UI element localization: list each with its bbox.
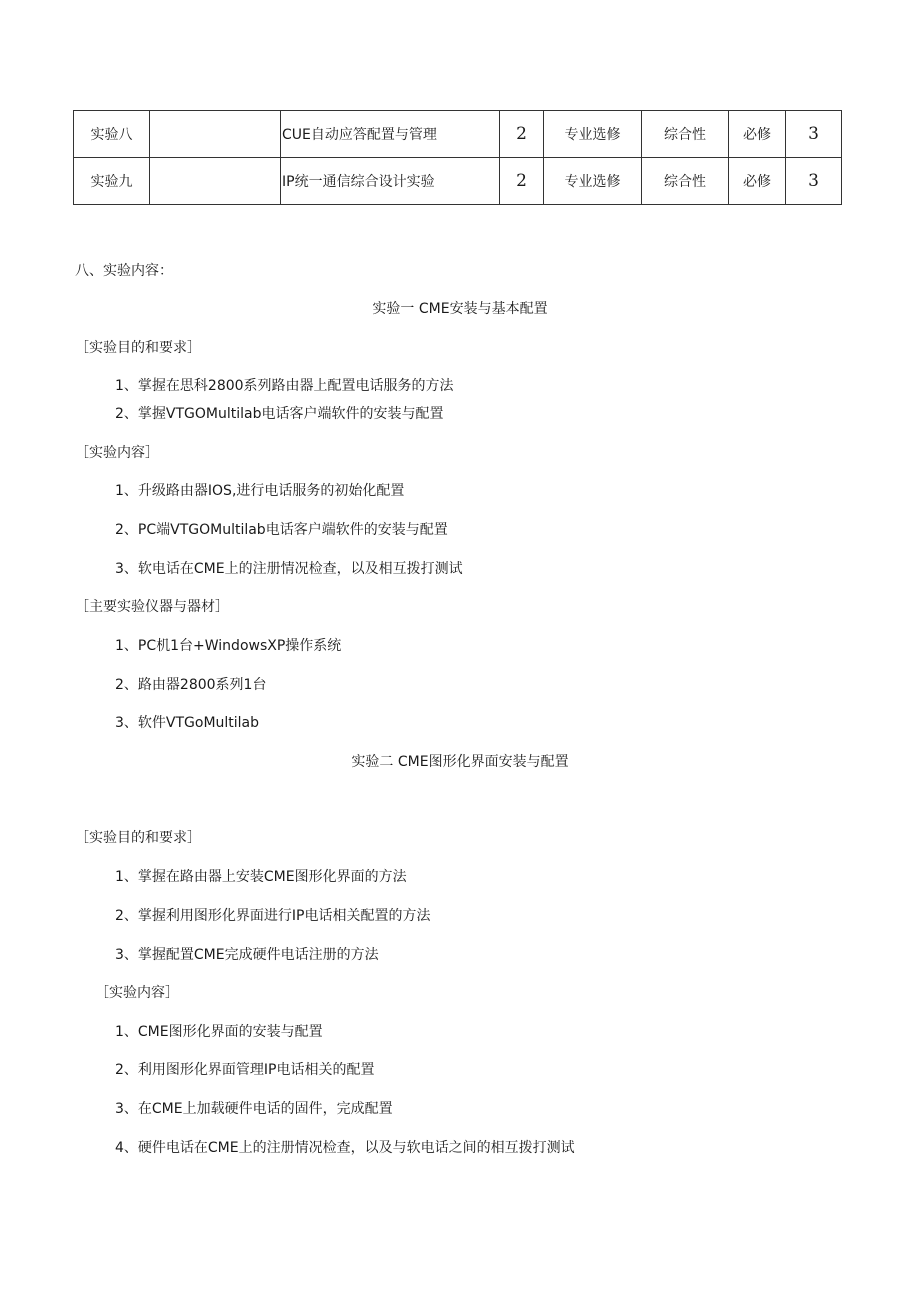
exp2-content-item: 3、在CME上加载硬件电话的固件，完成配置 [115,1101,393,1117]
experiment-id-cell: 实验八 [74,111,150,158]
experiment-id-cell: 实验九 [74,158,150,205]
experiment-hours-cell: 2 [500,111,544,158]
experiment-category-cell: 专业选修 [544,111,642,158]
exp2-goal-item: 3、掌握配置CME完成硬件电话注册的方法 [115,947,379,963]
experiment-hours-cell: 2 [500,158,544,205]
experiment-required-cell: 必修 [729,158,786,205]
exp1-content-item: 3、软电话在CME上的注册情况检查，以及相互拨打测试 [115,561,463,577]
experiment-code-cell [150,158,281,205]
exp1-goal-heading: ［实验目的和要求］ [75,340,201,356]
experiment-category-cell: 专业选修 [544,158,642,205]
exp1-content-item: 1、升级路由器IOS,进行电话服务的初始化配置 [115,483,405,499]
exp2-content-item: 4、硬件电话在CME上的注册情况检查，以及与软电话之间的相互拨打测试 [115,1140,575,1156]
exp2-content-item: 2、利用图形化界面管理IP电话相关的配置 [115,1062,375,1078]
exp1-equipment-item: 1、PC机1台+WindowsXP操作系统 [115,638,342,654]
exp1-equipment-heading: ［主要实验仪器与器材］ [75,599,229,615]
exp2-content-heading: ［实验内容］ [95,985,179,1001]
exp2-title: 实验二 CME图形化界面安装与配置 [351,754,569,770]
exp1-content-item: 2、PC端VTGOMultilab电话客户端软件的安装与配置 [115,522,448,538]
exp1-title: 实验一 CME安装与基本配置 [372,301,548,317]
section-heading: 八、实验内容： [75,263,173,279]
experiment-name-cell: IP统一通信综合设计实验 [281,158,500,205]
exp2-goal-item: 2、掌握利用图形化界面进行IP电话相关配置的方法 [115,908,431,924]
exp1-equipment-item: 3、软件VTGoMultilab [115,715,260,731]
experiment-credits-cell: 3 [786,111,842,158]
exp2-goal-item: 1、掌握在路由器上安装CME图形化界面的方法 [115,869,407,885]
experiment-code-cell [150,111,281,158]
experiment-type-cell: 综合性 [642,158,729,205]
experiment-required-cell: 必修 [729,111,786,158]
exp1-goal-item: 2、掌握VTGOMultilab电话客户端软件的安装与配置 [115,406,444,422]
experiment-credits-cell: 3 [786,158,842,205]
exp1-content-heading: ［实验内容］ [75,445,159,461]
exp2-content-item: 1、CME图形化界面的安装与配置 [115,1024,323,1040]
experiment-table [73,110,842,205]
exp2-goal-heading: ［实验目的和要求］ [75,830,201,846]
table-row [74,158,842,205]
table-row [74,111,842,158]
exp1-equipment-item: 2、路由器2800系列1台 [115,677,267,693]
experiment-type-cell: 综合性 [642,111,729,158]
exp1-goal-item: 1、掌握在思科2800系列路由器上配置电话服务的方法 [115,378,454,394]
experiment-name-cell: CUE自动应答配置与管理 [281,111,500,158]
